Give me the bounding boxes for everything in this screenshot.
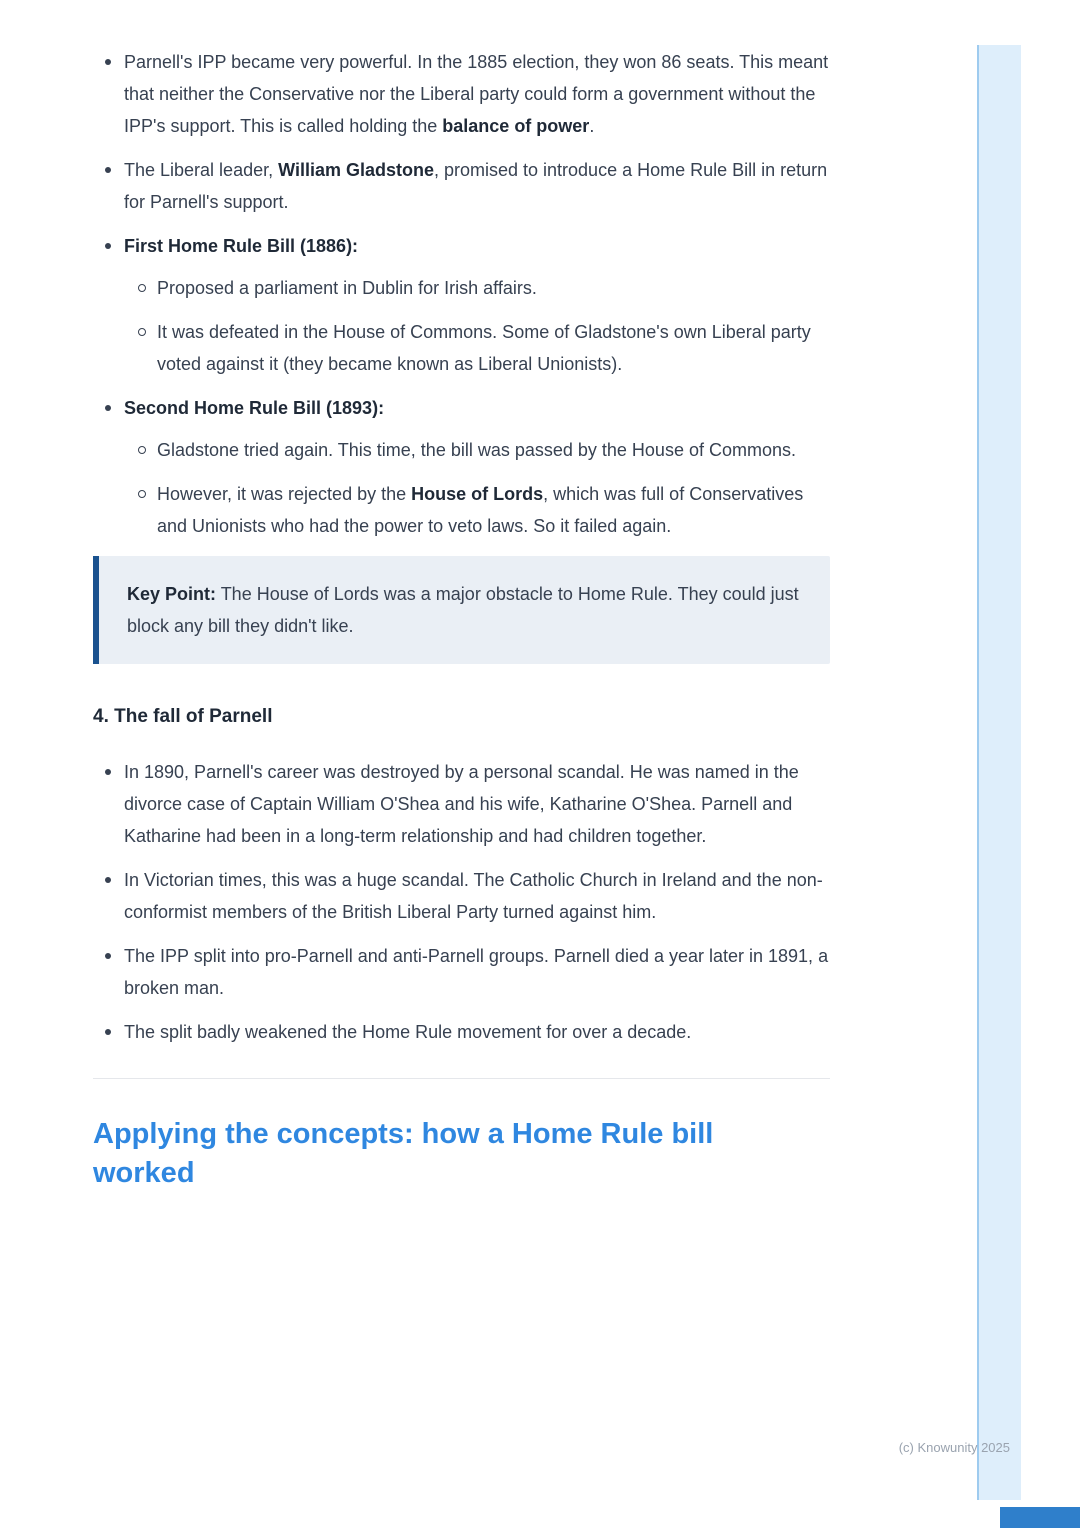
keypoint-label: Key Point: <box>127 584 217 604</box>
bold-text-segment: balance of power <box>442 116 590 136</box>
bold-text-segment: House of Lords <box>411 484 544 504</box>
list-item-title: Second Home Rule Bill (1893): <box>124 398 385 418</box>
list-item <box>93 154 830 218</box>
document-content <box>93 46 830 1193</box>
page-title-applying-concepts: Applying the concepts: how a Home Rule bill worked <box>93 1118 714 1189</box>
text-segment: , which was full of Conservatives and Unionists who had the power to veto laws. So it failed again. <box>157 484 804 536</box>
text-segment: , promised to introduce a Home Rule Bill in return for Parnell's support. <box>124 160 828 212</box>
section-divider <box>93 1078 830 1079</box>
text-segment: The House of Lords was a major obstacle to Home Rule. They could just block any bill they didn't like. <box>127 584 799 636</box>
next-page-edge <box>1000 1507 1080 1528</box>
list-item <box>93 864 830 928</box>
bullet-list-fall-of-parnell <box>93 756 830 1048</box>
list-item <box>93 756 830 852</box>
sub-bullet-list <box>124 434 830 542</box>
bullet-list-home-rule <box>93 46 830 542</box>
list-item-text: In Victorian times, this was a huge scandal. The Catholic Church in Ireland and the non-conformist members of the British Liberal Party turned against him. <box>124 870 823 922</box>
list-item-text <box>124 160 827 212</box>
sub-list-item <box>124 316 830 380</box>
sub-list-item <box>124 272 830 304</box>
list-item-text <box>124 52 828 136</box>
list-item <box>93 940 830 1004</box>
copyright-notice: (c) Knowunity 2025 <box>898 1440 1010 1455</box>
bold-text-segment: William Gladstone <box>278 160 434 180</box>
sub-list-item-text: Gladstone tried again. This time, the bill was passed by the House of Commons. <box>157 440 796 460</box>
list-item-title: First Home Rule Bill (1886): <box>124 236 359 256</box>
list-item-text: In 1890, Parnell's career was destroyed by a personal scandal. He was named in the divorce case of Captain William O'Shea and his wife, Katharine O'Shea. Parnell and Katharine had been in a long-term relationship and had children together. <box>124 762 799 846</box>
list-item-first-home-rule-bill <box>93 230 830 380</box>
list-item <box>93 1016 830 1048</box>
text-segment: The Liberal leader, <box>124 160 279 180</box>
list-item-text: The split badly weakened the Home Rule movement for over a decade. <box>124 1022 692 1042</box>
section-heading-fall-of-parnell: 4. The fall of Parnell <box>93 706 273 727</box>
sub-list-item <box>124 434 830 466</box>
list-item <box>93 46 830 142</box>
text-segment: However, it was rejected by the <box>157 484 412 504</box>
list-item-text: The IPP split into pro-Parnell and anti-Parnell groups. Parnell died a year later in 1891, a broken man. <box>124 946 829 998</box>
sub-bullet-list <box>124 272 830 380</box>
page-edge-strip <box>977 45 1021 1500</box>
sub-list-item <box>124 478 830 542</box>
list-item-second-home-rule-bill <box>93 392 830 542</box>
text-segment: Parnell's IPP became very powerful. In the 1885 election, they won 86 seats. This meant that neither the Conservative nor the Liberal party could form a government without the IPP's support. This is called holding the <box>124 52 829 136</box>
sub-list-item-text: Proposed a parliament in Dublin for Irish affairs. <box>157 278 537 298</box>
sub-list-item-text <box>157 484 803 536</box>
sub-list-item-text: It was defeated in the House of Commons. Some of Gladstone's own Liberal party voted against it (they became known as Liberal Unionists). <box>157 322 811 374</box>
keypoint-callout <box>93 556 830 664</box>
text-segment: . <box>589 116 595 136</box>
keypoint-text <box>127 578 802 642</box>
